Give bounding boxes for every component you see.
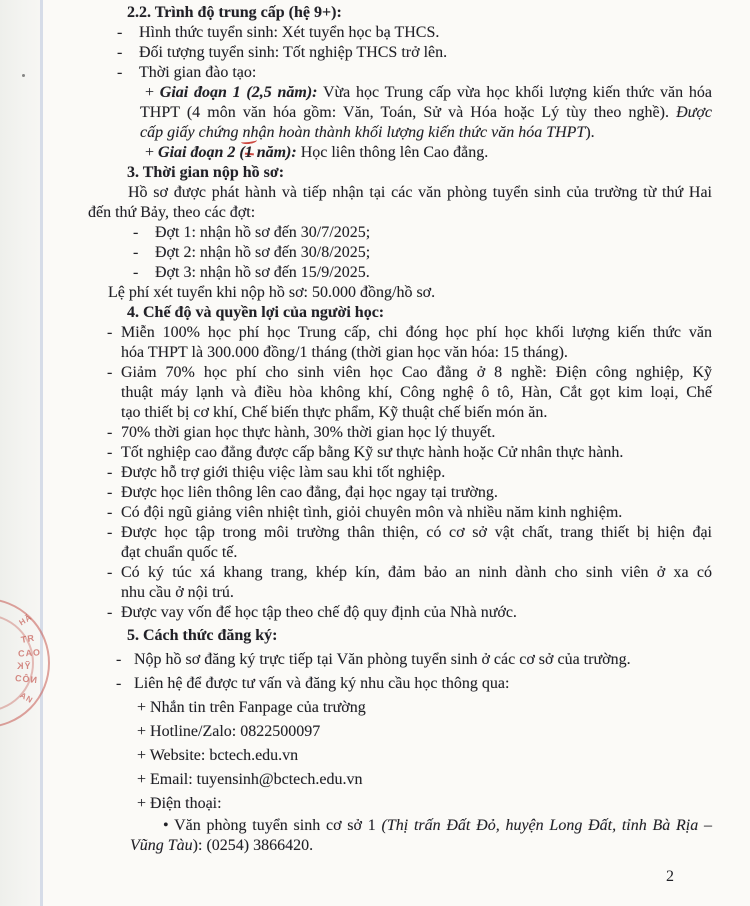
text-line [88, 123, 712, 143]
text-line [88, 243, 712, 263]
text-segment: Nộp hồ sơ đăng ký trực tiếp tại Văn phòng tuyển sinh ở các cơ sở của trường. [134, 651, 631, 668]
text-line [88, 203, 712, 223]
stamp-text-fragment: OAƆ [16, 647, 41, 659]
text-segment: Được [676, 104, 712, 121]
list-dash-marker: - [107, 484, 113, 501]
text-line [88, 303, 712, 323]
list-dash-marker: - [107, 324, 113, 341]
text-segment: Giảm 70% học phí cho sinh viên học Cao đẳng ở 8 nghề: Điện công nghiệp, Kỹ [121, 364, 712, 381]
text-segment: + [145, 84, 160, 101]
text-line [88, 794, 712, 814]
text-segment: ). [585, 124, 595, 141]
text-line [88, 63, 712, 83]
text-line [88, 263, 712, 283]
text-segment: 70% thời gian học thực hành, 30% thời gian học lý thuyết. [121, 424, 496, 441]
text-line [88, 403, 712, 423]
text-line [88, 283, 712, 303]
text-line [88, 3, 712, 23]
text-segment: Lệ phí xét tuyển khi nộp hồ sơ: 50.000 đồng/hồ sơ. [108, 284, 436, 301]
text-line [88, 543, 712, 563]
list-dash-marker: - [107, 504, 113, 521]
text-line [88, 23, 712, 43]
stamp-text-fragment: ИA [17, 690, 34, 705]
text-segment: Được vay vốn để học tập theo chế độ quy định của Nhà nước. [121, 604, 517, 621]
text-segment: thuật máy lạnh và điều hòa không khí, Công nghệ ô tô, Hàn, Cắt gọt kim loại, Chế [121, 384, 712, 401]
text-line [88, 503, 712, 523]
list-dash-marker: - [116, 651, 122, 668]
text-line [88, 698, 712, 718]
text-segment: Vừa học Trung cấp vừa học khối lượng kiến thức văn hóa [317, 84, 713, 101]
text-segment: Đợt 2: nhận hồ sơ đến 30/8/2025; [155, 244, 371, 261]
text-line [88, 483, 712, 503]
text-line [88, 722, 712, 742]
list-dash-marker: - [107, 424, 113, 441]
text-line [88, 383, 712, 403]
text-line [88, 443, 712, 463]
list-dash-marker: - [116, 675, 122, 692]
text-line [88, 143, 712, 163]
stamp-text-fragment: ĂH [16, 613, 33, 628]
text-line [88, 626, 712, 646]
text-segment: Học liên thông lên Cao đẳng. [296, 144, 489, 161]
text-line [88, 816, 712, 836]
text-segment: cấp giấy chứng nhận hoàn thành khối lượng kiến thức văn hóa THPT [140, 124, 586, 141]
text-line [88, 343, 712, 363]
page-number: 2 [666, 868, 674, 885]
text-segment: Giai đoạn 1 (2,5 năm): [159, 84, 318, 101]
list-dash-marker: - [107, 604, 113, 621]
text-line [88, 563, 712, 583]
text-segment: Được học tập trong môi trường thân thiện, có cơ sở vật chất, trang thiết bị hiện đại [121, 524, 712, 541]
text-segment: ): (0254) 3866420. [192, 837, 314, 854]
text-line [88, 674, 712, 694]
text-segment: nhu cầu ở nội trú. [121, 584, 234, 601]
text-line [88, 163, 712, 183]
text-segment: 2.2. Trình độ trung cấp (hệ 9+): [127, 4, 342, 21]
list-dash-marker: - [133, 264, 139, 281]
text-segment: Tốt nghiệp cao đẳng được cấp bằng Kỹ sư thực hành hoặc Cử nhân thực hành. [121, 444, 624, 461]
text-segment: (Thị trấn Đất Đỏ, huyện Long Đất, tỉnh Bà Rịa – [381, 817, 712, 834]
text-line [88, 363, 712, 383]
list-dash-marker: - [117, 24, 123, 41]
scan-edge-strip [0, 0, 40, 906]
text-segment: Vũng Tàu [130, 837, 193, 854]
ink-speck [22, 74, 25, 77]
text-segment: 3. Thời gian nộp hồ sơ: [127, 164, 285, 181]
text-line [88, 523, 712, 543]
scan-edge-line [40, 0, 43, 906]
text-segment: Liên hệ để được tư vấn và đăng ký nhu cầu học thông qua: [134, 675, 510, 692]
text-line [88, 603, 712, 623]
text-line [88, 836, 712, 856]
text-line [88, 183, 712, 203]
text-segment: + Hotline/Zalo: 0822500097 [137, 723, 321, 740]
text-segment: đến thứ Bảy, theo các đợt: [88, 204, 256, 221]
list-dash-marker: - [117, 64, 123, 81]
text-segment: + Email: tuyensinh@bctech.edu.vn [137, 771, 363, 788]
text-segment: đạt chuẩn quốc tế. [121, 544, 238, 561]
text-line [88, 770, 712, 790]
text-segment: + Website: bctech.edu.vn [137, 747, 299, 764]
text-segment: Đối tượng tuyển sinh: Tốt nghiệp THCS trở lên. [139, 44, 448, 61]
text-line [88, 583, 712, 603]
text-line [88, 746, 712, 766]
text-segment: Có đội ngũ giảng viên nhiệt tình, giỏi chuyên môn và nhiều năm kinh nghiệm. [121, 504, 623, 521]
text-line [88, 103, 712, 123]
stamp-text-fragment: ЯT [19, 632, 35, 646]
list-dash-marker: - [107, 564, 113, 581]
text-segment: Miễn 100% học phí học Trung cấp, chi đóng học phí học khối lượng kiến thức văn [121, 324, 712, 341]
text-segment: Giai đoạn 2 (1 năm): [158, 144, 297, 161]
text-segment: Đợt 1: nhận hồ sơ đến 30/7/2025; [155, 224, 371, 241]
text-segment: Được học liên thông lên cao đẳng, đại học ngay tại trường. [121, 484, 498, 501]
stamp-text-fragment: NÔƆ [13, 672, 38, 686]
text-segment: + [145, 144, 159, 161]
document-content [88, 3, 712, 856]
text-line [88, 43, 712, 63]
list-dash-marker: - [107, 364, 113, 381]
text-segment: + Điện thoại: [137, 795, 222, 812]
list-dash-marker: - [133, 224, 139, 241]
text-segment: Hình thức tuyển sinh: Xét tuyển học bạ THCS. [139, 24, 440, 41]
text-segment: Hồ sơ được phát hành và tiếp nhận tại các văn phòng tuyển sinh của trường từ thứ Hai [128, 184, 712, 201]
text-segment: Được hỗ trợ giới thiệu việc làm sau khi tốt nghiệp. [121, 464, 446, 481]
list-dash-marker: - [107, 524, 113, 541]
text-segment: + Nhắn tin trên Fanpage của trường [137, 699, 366, 716]
text-segment: Có ký túc xá khang trang, khép kín, đảm bảo an ninh dành cho sinh viên ở xa có [121, 564, 712, 581]
text-segment: THPT (4 môn văn hóa gồm: Văn, Toán, Sử và Hóa hoặc Lý tùy theo nghề). [140, 104, 677, 121]
text-segment: • Văn phòng tuyển sinh cơ sở 1 [163, 817, 382, 834]
text-segment: 4. Chế độ và quyền lợi của người học: [127, 304, 385, 321]
text-segment: tạo thiết bị cơ khí, Chế biến thực phẩm, Kỹ thuật chế biến món ăn. [121, 404, 548, 421]
text-line [88, 83, 712, 103]
list-dash-marker: - [107, 464, 113, 481]
text-segment: hóa THPT là 300.000 đồng/1 tháng (thời gian học văn hóa: 15 tháng). [121, 344, 568, 361]
text-line [88, 423, 712, 443]
text-segment: Thời gian đào tạo: [139, 64, 257, 81]
text-line [88, 223, 712, 243]
text-line [88, 463, 712, 483]
stamp-text-fragment: ỸK [16, 661, 31, 671]
list-dash-marker: - [107, 444, 113, 461]
text-line [88, 650, 712, 670]
text-line [88, 323, 712, 343]
text-segment: 5. Cách thức đăng ký: [127, 627, 278, 644]
list-dash-marker: - [133, 244, 139, 261]
list-dash-marker: - [117, 44, 123, 61]
text-segment: Đợt 3: nhận hồ sơ đến 15/9/2025. [155, 264, 370, 281]
